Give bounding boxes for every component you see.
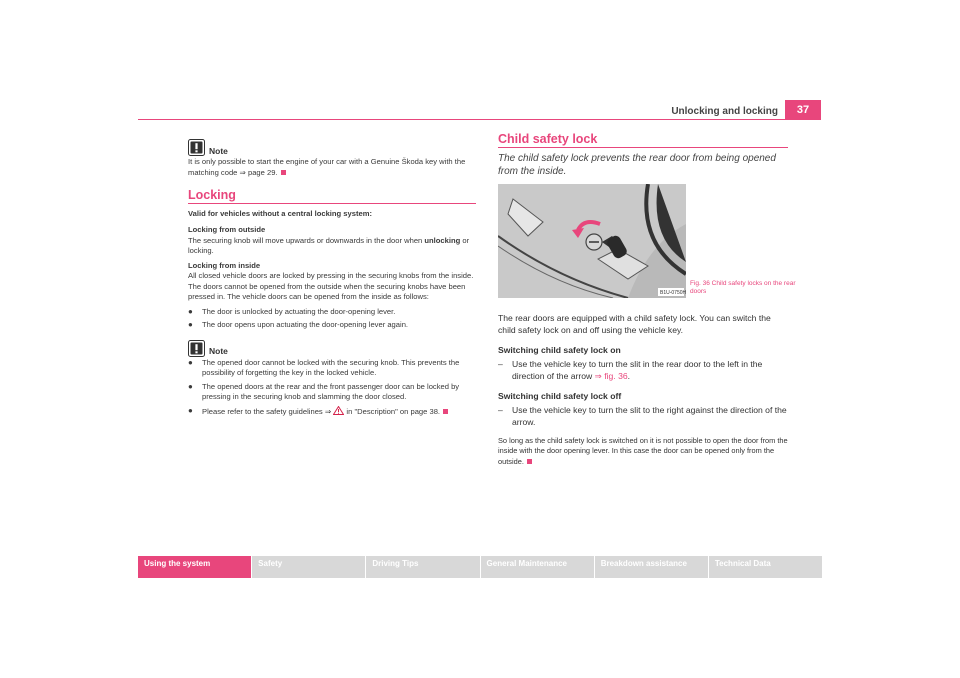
- note-header: [188, 136, 476, 156]
- list-item: ● Please refer to the safety guidelines ⇒ in "Description" on page 38.: [188, 406, 476, 418]
- note-title: Note: [209, 145, 228, 156]
- tab-general-maintenance[interactable]: General Maintenance: [481, 556, 594, 578]
- list-item: ● The door opens upon actuating the door-opening lever again.: [188, 320, 409, 329]
- child-safety-lock-illustration: [498, 184, 686, 298]
- subheading-locking-inside: Locking from inside: [188, 260, 261, 270]
- figure-36: [498, 184, 796, 302]
- step-switch-on: – Use the vehicle key to turn the slit in the rear door to the left in the direction of the arrow ⇒ fig. 36.: [498, 358, 763, 381]
- figure-caption: Fig. 36 Child safety locks on the rear doors: [690, 279, 796, 295]
- end-of-section-icon: [281, 170, 286, 175]
- subheading-locking-outside: Locking from outside: [188, 225, 266, 234]
- running-header-title: Unlocking and locking: [671, 106, 778, 117]
- locking-bullet-list: [188, 307, 476, 331]
- paragraph-locking-outside: The securing knob will move upwards or downwards in the door when unlocking or locking.: [188, 235, 470, 255]
- page-number: 37: [785, 100, 821, 120]
- list-item: ● The opened doors at the rear and the front passenger door can be locked by pressing in the securing knob and slamming the door closed.: [188, 381, 460, 401]
- subheading-switch-off: Switching child safety lock off: [498, 390, 622, 401]
- section-heading-child-safety-lock: Child safety lock: [498, 134, 788, 148]
- tab-safety[interactable]: Safety: [252, 556, 365, 578]
- note-header: [188, 337, 476, 357]
- paragraph-child-lock-closing: So long as the child safety lock is switched on it is not possible to open the door from the inside with the door opening lever. In this case the door can be opened only from the outside.: [498, 435, 788, 466]
- tab-using-the-system[interactable]: Using the system: [138, 556, 251, 578]
- figure-code: B1U-0750H: [660, 289, 686, 296]
- paragraph-child-lock-intro: The rear doors are equipped with a child safety lock. You can switch the child safety lock on and off using the vehicle key.: [498, 312, 771, 335]
- section-intro: The child safety lock prevents the rear door from being opened from the inside.: [498, 152, 776, 177]
- end-of-section-icon: [443, 409, 448, 414]
- note-title: Note: [209, 346, 228, 356]
- list-item: ● The opened door cannot be locked with the securing knob. This prevents the possibility of forgetting the key in the locked vehicle.: [188, 357, 460, 377]
- section-heading-locking: Locking: [188, 190, 476, 204]
- tab-driving-tips[interactable]: Driving Tips: [366, 556, 479, 578]
- tab-technical-data[interactable]: Technical Data: [709, 556, 822, 578]
- warning-triangle-icon: [333, 406, 344, 415]
- applies-note: Valid for vehicles without a central locking system:: [188, 208, 372, 218]
- left-column: [188, 136, 476, 421]
- chapter-tab-bar: [138, 556, 822, 578]
- note-icon: [188, 139, 205, 156]
- note-bullet-list: [188, 358, 476, 418]
- subheading-switch-on: Switching child safety lock on: [498, 344, 621, 355]
- list-item: ● The door is unlocked by actuating the door-opening lever.: [188, 306, 396, 316]
- note-text: It is only possible to start the engine of your car with a Genuine Škoda key with the matching code ⇒ page 29.: [188, 157, 466, 177]
- paragraph-locking-inside: All closed vehicle doors are locked by pressing in the securing knobs from the inside. The doors cannot be opened from the outside when the securing knobs have been pressed in. The vehicle doors can be opened from the inside as follows:: [188, 271, 474, 301]
- step-switch-off: – Use the vehicle key to turn the slit to the right against the direction of the arrow.: [498, 404, 787, 427]
- child-lock-body: [498, 312, 788, 468]
- note-icon: [188, 340, 205, 357]
- tab-breakdown-assistance[interactable]: Breakdown assistance: [595, 556, 708, 578]
- figure-reference-link[interactable]: ⇒ fig. 36: [594, 370, 628, 381]
- end-of-section-icon: [527, 459, 532, 464]
- right-column: [498, 132, 796, 475]
- header-rule: [138, 119, 786, 120]
